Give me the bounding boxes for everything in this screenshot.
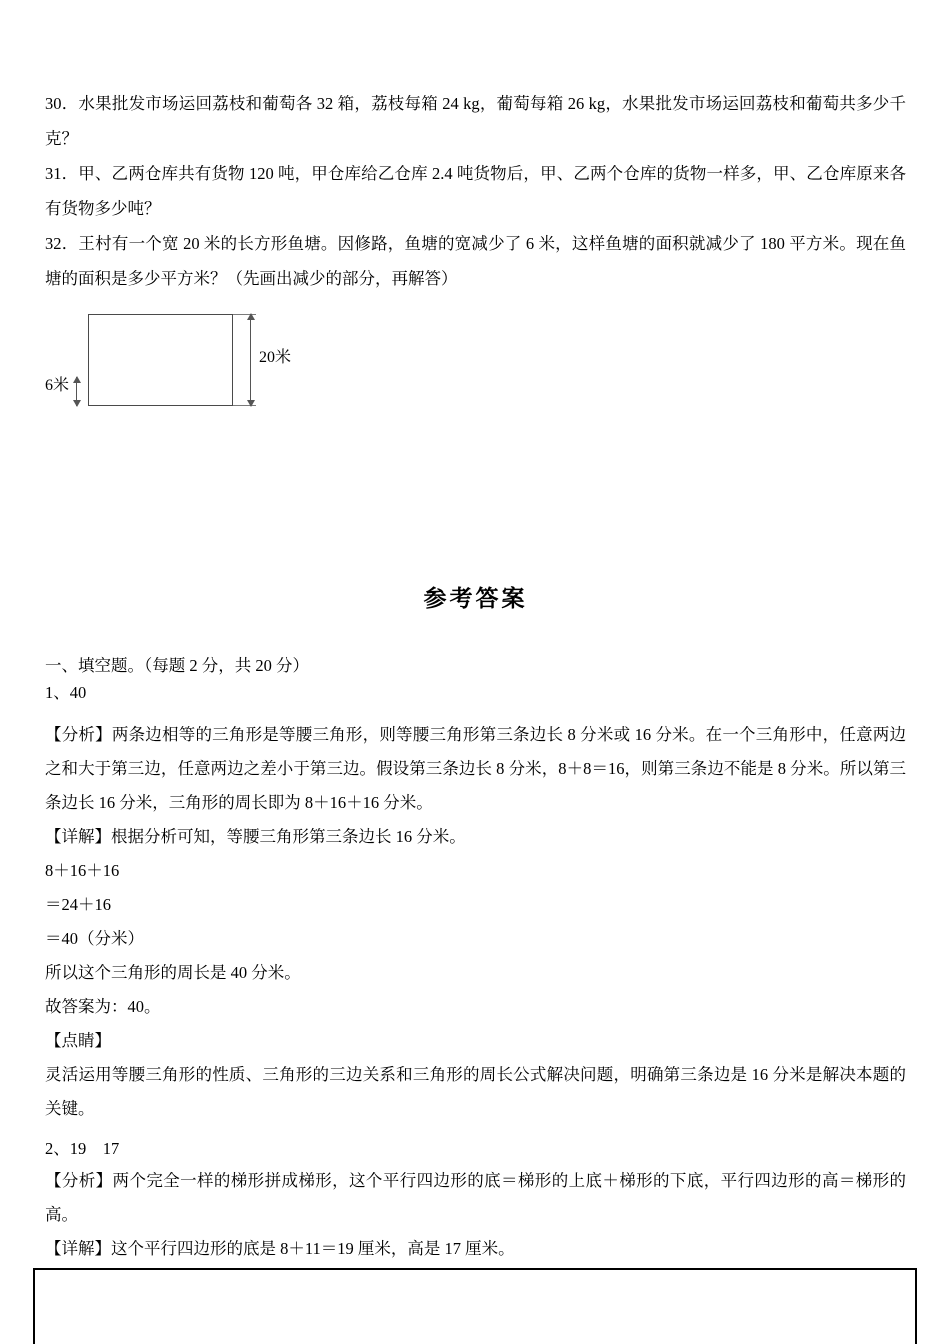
page-frame-right [915, 1268, 917, 1344]
answer1-analysis: 【分析】两条边相等的三角形是等腰三角形，则等腰三角形第三条边长 8 分米或 16 分米。在一个三角形中，任意两边之和大于第三边，任意两边之差小于第三边。假设第三条边长 8 分米，8＋8＝16，则第三条边不能是 8 分米。所以第三条边长 16 分米，三角形的周长即为 8＋16＋16 分米。 [45, 725, 906, 812]
answer1-tip-label: 【点睛】 [45, 1031, 111, 1050]
answer2-detail: 【详解】这个平行四边形的底是 8＋11＝19 厘米，高是 17 厘米。 [45, 1239, 515, 1258]
answer1-final: 故答案为：40。 [45, 997, 161, 1016]
arrow-up-icon [73, 376, 81, 383]
calc-line: ＝40（分米） [45, 929, 144, 948]
calc-line: ＝24＋16 [45, 895, 111, 914]
question-30: 30．水果批发市场运回荔枝和葡萄各 32 箱，荔枝每箱 24 kg，葡萄每箱 26 kg，水果批发市场运回荔枝和葡萄共多少千克？ [45, 94, 906, 148]
reduced-dimension-label: 6米 [45, 377, 70, 394]
answer1-number: 1、40 [45, 683, 87, 702]
section-title: 一、填空题。（每题 2 分，共 20 分） [45, 656, 309, 675]
width-dimension-label: 20米 [259, 349, 292, 366]
page-frame-left [33, 1268, 35, 1344]
pond-rectangle [88, 314, 233, 406]
answer1-tip: 灵活运用等腰三角形的性质、三角形的三边关系和三角形的周长公式解决问题，明确第三条边是 16 分米是解决本题的关键。 [45, 1065, 906, 1118]
answer1-detail: 【详解】根据分析可知，等腰三角形第三条边长 16 分米。 [45, 827, 466, 846]
page-frame-bottom [33, 1268, 917, 1270]
pond-diagram [45, 314, 906, 414]
answer2-number: 2、19 17 [45, 1139, 120, 1158]
answers-heading: 参考答案 [423, 586, 528, 611]
question-31: 31．甲、乙两仓库共有货物 120 吨，甲仓库给乙仓库 2.4 吨货物后，甲、乙两个仓库的货物一样多，甲、乙仓库原来各有货物多少吨？ [45, 164, 906, 218]
arrow-up-icon [247, 313, 255, 320]
arrow-down-icon [247, 400, 255, 407]
width-dimension-arrow [250, 314, 251, 406]
calc-line: 8＋16＋16 [45, 861, 120, 880]
answer2-analysis: 【分析】两个完全一样的梯形拼成梯形，这个平行四边形的底＝梯形的上底＋梯形的下底，平行四边形的高＝梯形的高。 [45, 1171, 906, 1224]
question-32: 32．王村有一个宽 20 米的长方形鱼塘。因修路，鱼塘的宽减少了 6 米，这样鱼塘的面积就减少了 180 平方米。现在鱼塘的面积是多少平方米？（先画出减少的部分，再解答） [45, 234, 906, 288]
reduced-dimension-arrow [76, 377, 77, 406]
answer1-conclusion: 所以这个三角形的周长是 40 分米。 [45, 963, 301, 982]
arrow-down-icon [73, 400, 81, 407]
